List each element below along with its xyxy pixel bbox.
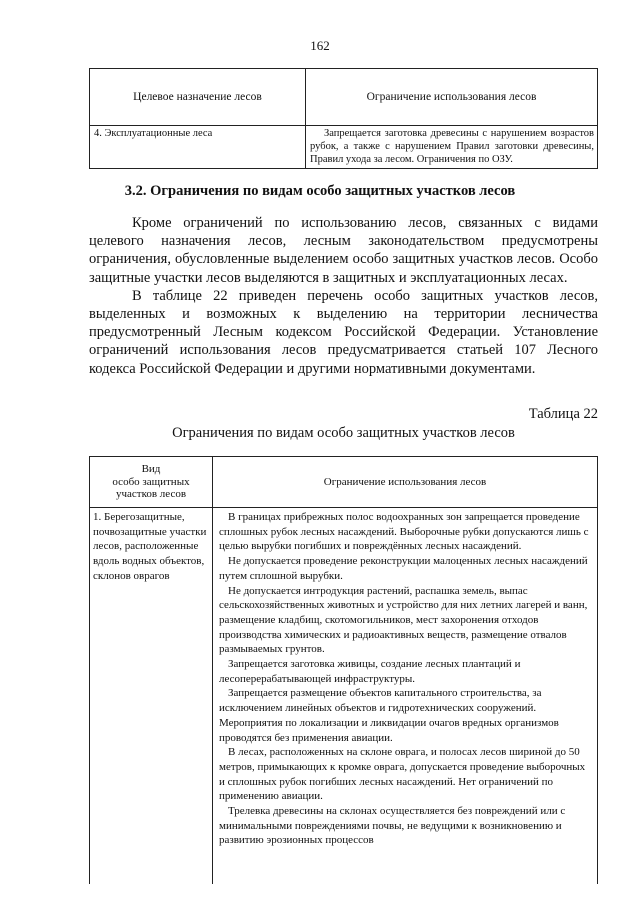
cell-purpose: 4. Эксплуатационные леса (90, 126, 306, 169)
restriction-paragraph: Запрещается размещение объектов капитального строительства, за исключением линейных объектов и гидротехнических сооружений. Мероприятия по локализации и ликвидации очагов вредных организмов проводятся без применения авиации. (219, 687, 559, 744)
header-type-line: участков лесов (115, 488, 187, 501)
restriction-paragraph: Не допускается проведение реконструкции малоценных лесных насаждений путем сплошной вырубки. (219, 555, 588, 582)
table-header-row (90, 69, 598, 126)
table-caption: Ограничения по видам особо защитных участков лесов (172, 425, 515, 441)
body-paragraph: Кроме ограничений по использованию лесов, связанных с видами целевого назначения лесов, лесным законодательством предусмотрены ограничения, обусловленные выделением особо защитных участков лесов. Особо защитные участки лесов выделяются в защитных и эксплуатационных лесах. (89, 215, 598, 286)
table-header-row (90, 457, 598, 508)
table-row (90, 126, 598, 169)
body-paragraph: В таблице 22 приведен перечень особо защитных участков лесов, выделенных и возможных к выделению на территории лесничества предусмотренный Лесным кодексом Российской Федерации. Установление ограничений использования лесов предусматривается статьей 107 Лесного кодекса Российской Федерации и другими нормативными документами. (89, 287, 598, 377)
header-type-line: особо защитных (112, 475, 190, 488)
restriction-paragraph: Не допускается интродукция растений, распашка земель, выпас сельскохозяйственных животных и устройство для них летних лагерей и ванн, размещение кладбищ, скотомогильников, мест захоронения отходов производства химических и радиоактивных веществ, размещение отвалов размываемых грунтов. (219, 584, 588, 656)
cell-restriction (213, 508, 598, 885)
header-cell-restriction: Ограничение использования лесов (213, 457, 598, 508)
cell-type: 1. Берегозащитные, почвозащитные участки лесов, расположенные вдоль водных объектов, склонов оврагов (90, 508, 213, 885)
forest-purpose-table (89, 68, 598, 169)
body-text (89, 214, 598, 378)
header-cell-restriction: Ограничение использования лесов (306, 69, 598, 126)
restriction-paragraph: Трелевка древесины на склонах осуществляется без повреждений или с минимальными повреждениями почвы, не ведущими к возникновению и развитию эрозионных процессов (219, 805, 566, 847)
protective-areas-table (89, 456, 598, 884)
restriction-paragraph: Запрещается заготовка живицы, создание лесных плантаций и лесоперерабатывающей инфраструктуры. (219, 658, 521, 685)
header-cell-purpose: Целевое назначение лесов (90, 69, 306, 126)
page-number: 162 (310, 38, 330, 53)
cell-restriction: Запрещается заготовка древесины с нарушением возрастов рубок, а также с нарушением Правил заготовки древесины, Правил ухода за лесом. Ограничения по ОЗУ. (306, 126, 598, 169)
header-type-line: Вид (141, 463, 161, 476)
section-heading: 3.2. Ограничения по видам особо защитных участков лесов (124, 183, 516, 199)
header-cell-type (90, 457, 213, 508)
table-row (90, 508, 598, 885)
restriction-paragraph: В лесах, расположенных на склоне оврага, и полосах лесов шириной до 50 метров, примыкающих к кромке оврага, допускается проведение выборочных и сплошных рубок погибших лесных насаждений. Нет ограничений по применению авиации. (219, 746, 586, 803)
table-label: Таблица 22 (528, 406, 598, 422)
restriction-paragraph: В границах прибрежных полос водоохранных зон запрещается проведение сплошных рубок лесных насаждений. Выборочные рубки допускаются лишь с целью вырубки погибших и повреждённых лесных насаждений. (219, 511, 589, 553)
